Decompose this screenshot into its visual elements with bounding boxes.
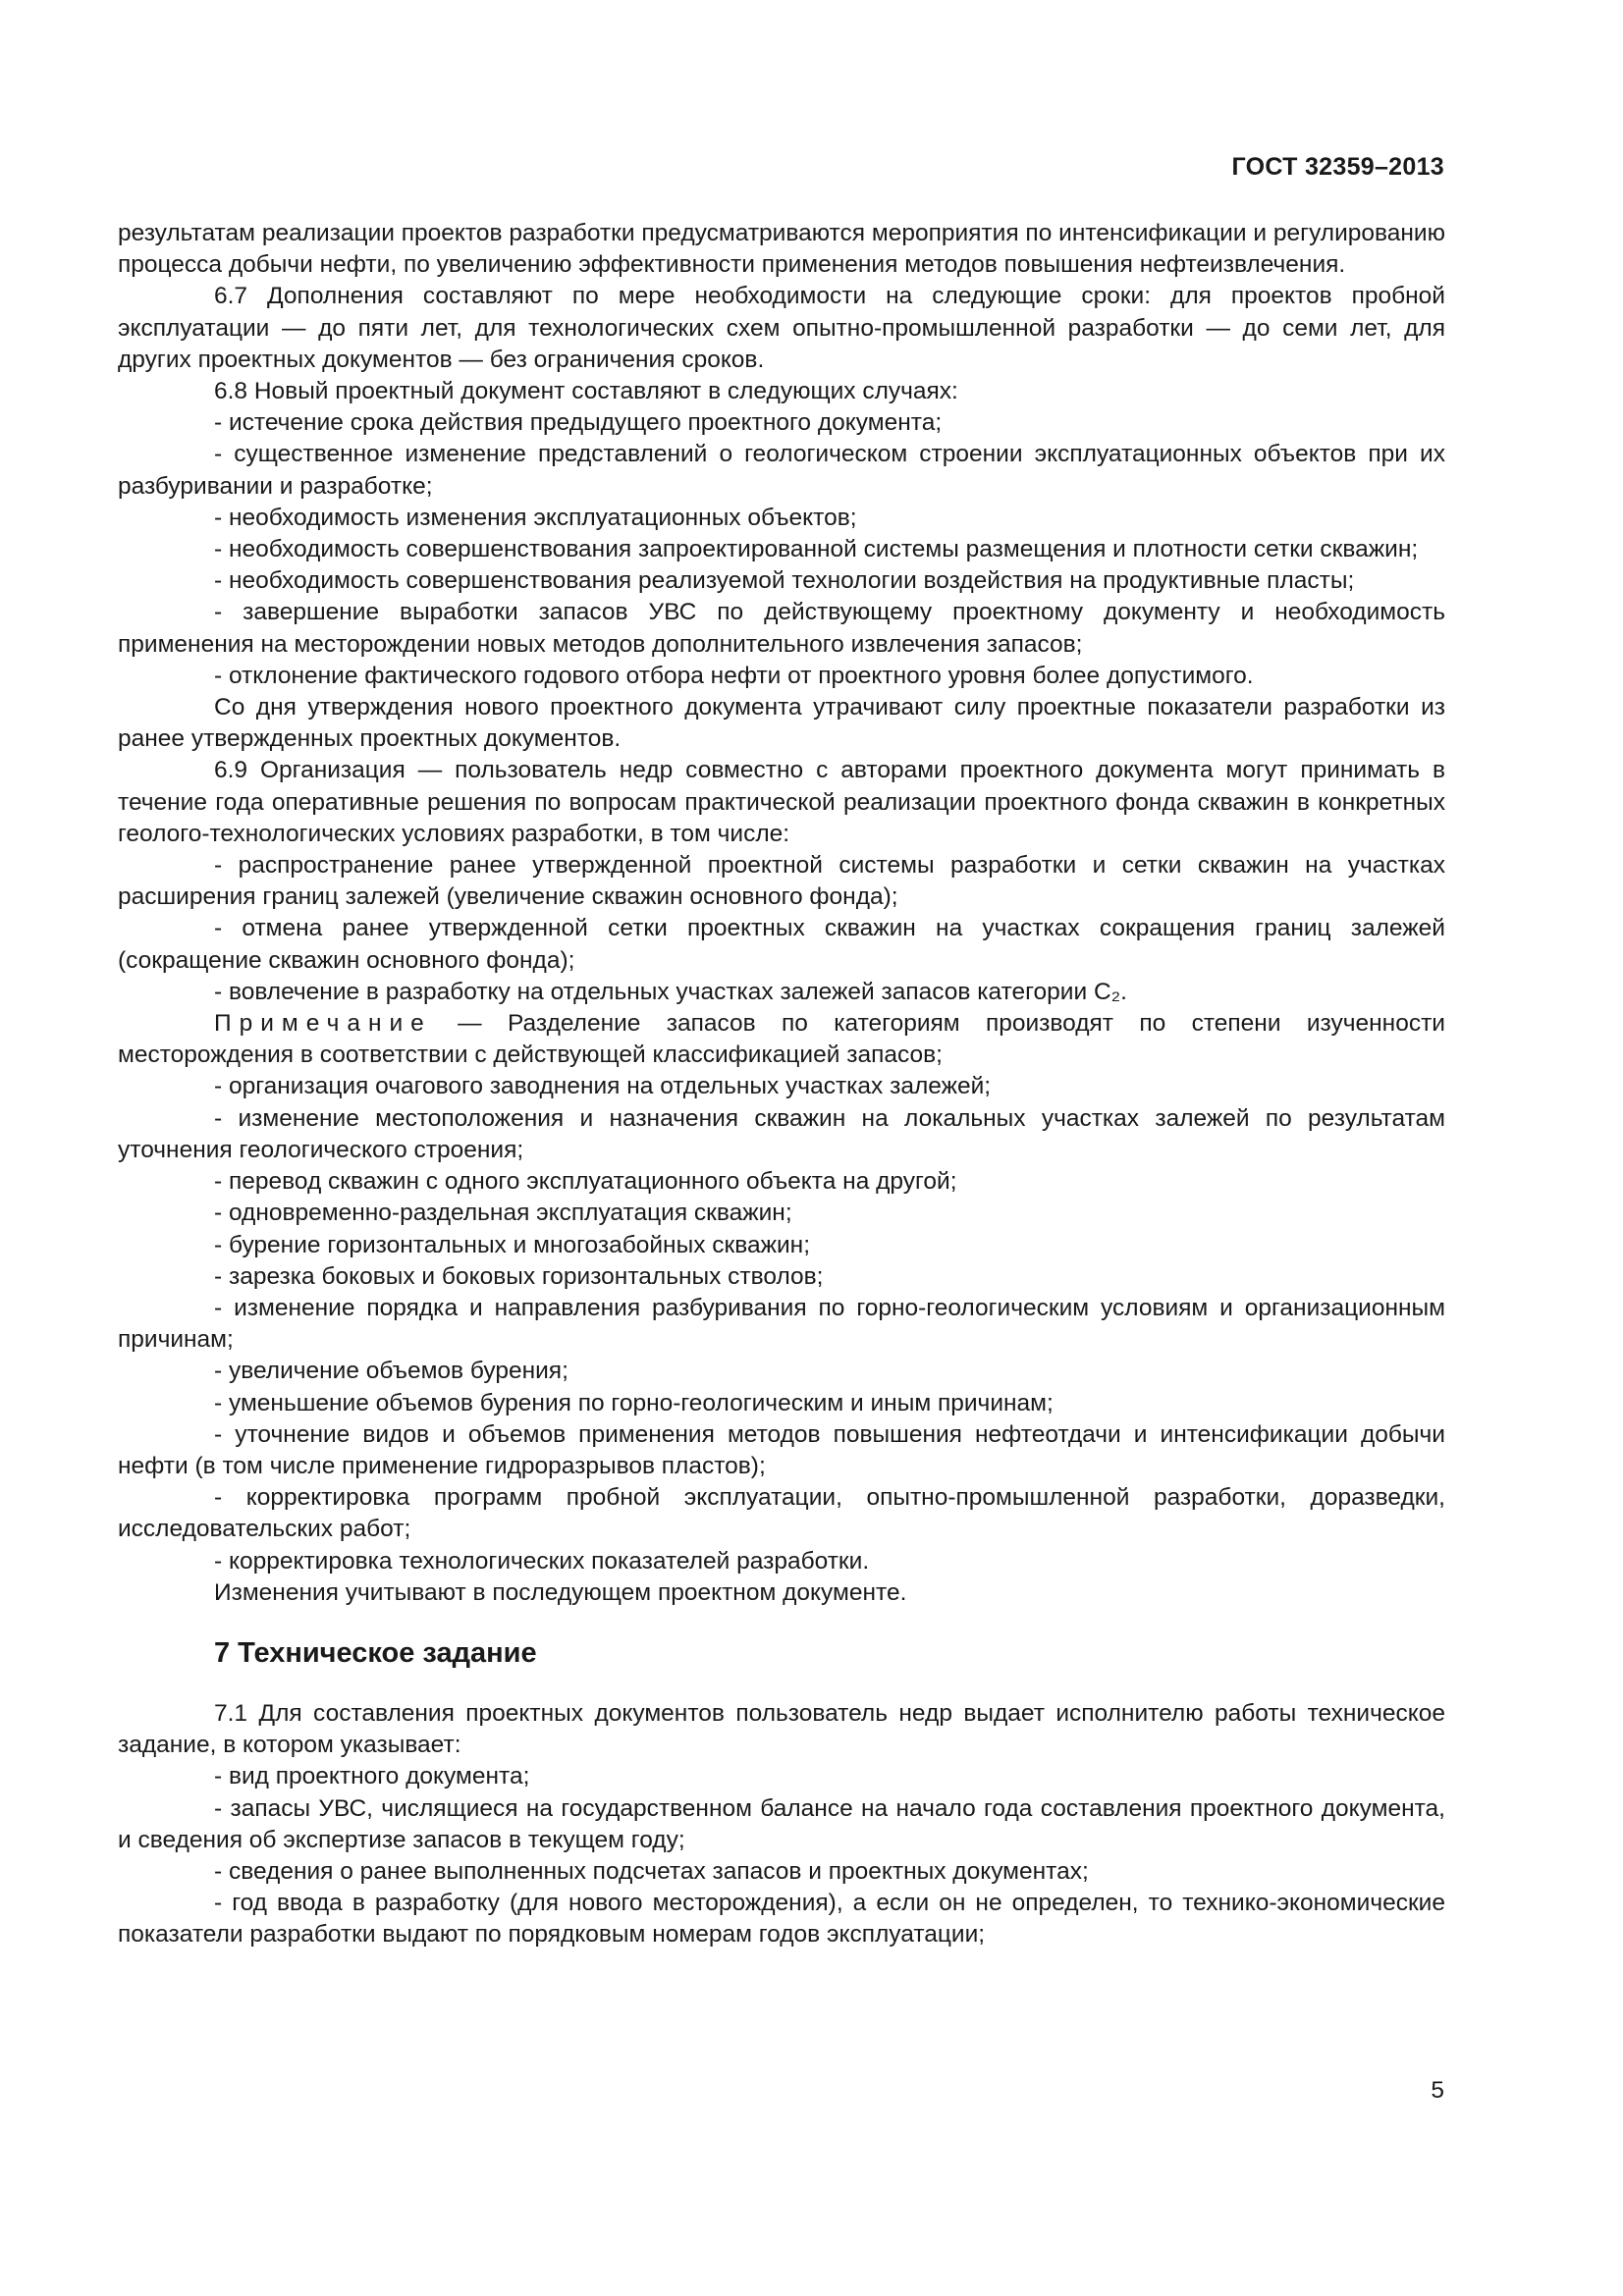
paragraph: 6.9 Организация — пользователь недр совместно с авторами проектного документа могут принимать в течение года оперативные решения по вопросам практической реализации проектного фонда скважин в конкретных геолого-технологических условиях разработки, в том числе: <box>118 757 1445 847</box>
list-item: - распространение ранее утвержденной проектной системы разработки и сетки скважин на участках расширения границ залежей (увеличение скважин основного фонда); <box>118 852 1445 911</box>
list-item: - отмена ранее утвержденной сетки проектных скважин на участках сокращения границ залежей (сокращение скважин основного фонда); <box>118 915 1445 974</box>
note-paragraph <box>118 1008 1445 1071</box>
paragraph: 6.8 Новый проектный документ составляют в следующих случаях: <box>214 378 958 405</box>
list-item: - увеличение объемов бурения; <box>214 1358 568 1385</box>
list-item: - необходимость совершенствования реализуемой технологии воздействия на продуктивные пласты; <box>214 567 1355 595</box>
document-body <box>118 218 1445 1951</box>
list-item: - корректировка программ пробной эксплуатации, опытно-промышленной разработки, доразведки, исследовательских работ; <box>118 1484 1445 1543</box>
paragraph: 6.7 Дополнения составляют по мере необходимости на следующие сроки: для проектов пробной эксплуатации — до пяти лет, для технологических схем опытно-промышленной разработки — до семи лет, для других проектных документов — без ограничения сроков. <box>118 283 1445 373</box>
standard-code-header: ГОСТ 32359–2013 <box>1231 153 1444 181</box>
list-item: - запасы УВС, числящиеся на государственном балансе на начало года составления проектного документа, и сведения об экспертизе запасов в текущем году; <box>118 1794 1445 1853</box>
list-item: - необходимость изменения эксплуатационных объектов; <box>214 504 857 531</box>
list-item: - уточнение видов и объемов применения методов повышения нефтеотдачи и интенсификации добычи нефти (в том числе применение гидроразрывов пластов); <box>118 1420 1445 1479</box>
paragraph: 7.1 Для составления проектных документов пользователь недр выдает исполнителю работы техническое задание, в котором указывает: <box>118 1699 1445 1759</box>
list-item: - год ввода в разработку (для нового месторождения), а если он не определен, то технико-экономические показатели разработки выдают по порядковым номерам годов эксплуатации; <box>118 1890 1445 1949</box>
list-item: - перевод скважин с одного эксплуатационного объекта на другой; <box>214 1168 957 1196</box>
list-item: - бурение горизонтальных и многозабойных скважин; <box>214 1231 810 1258</box>
list-item: - истечение срока действия предыдущего проектного документа; <box>214 409 943 437</box>
list-item: - одновременно-раздельная эксплуатация скважин; <box>214 1200 792 1227</box>
list-item: - изменение местоположения и назначения скважин на локальных участках залежей по результатам уточнения геологического строения; <box>118 1104 1445 1163</box>
list-item: - корректировка технологических показателей разработки. <box>214 1547 870 1575</box>
paragraph: Изменения учитывают в последующем проектном документе. <box>214 1578 907 1606</box>
paragraph: результатам реализации проектов разработки предусматриваются мероприятия по интенсификации и регулированию процесса добычи нефти, по увеличению эффективности применения методов повышения нефтеизвлечения. <box>118 220 1445 279</box>
list-item: - отклонение фактического годового отбора нефти от проектного уровня более допустимого. <box>214 662 1254 689</box>
list-item: - необходимость совершенствования запроектированной системы размещения и плотности сетки скважин; <box>214 536 1419 563</box>
list-item: - вовлечение в разработку на отдельных участках залежей запасов категории C₂. <box>214 978 1127 1005</box>
page-number: 5 <box>1431 2077 1444 2104</box>
list-item: - уменьшение объемов бурения по горно-геологическим и иным причинам; <box>214 1389 1054 1416</box>
list-item: - завершение выработки запасов УВС по действующему проектному документу и необходимость применения на месторождении новых методов дополнительного извлечения запасов; <box>118 599 1445 658</box>
list-item: - сведения о ранее выполненных подсчетах запасов и проектных документах; <box>214 1857 1089 1885</box>
note-label: Примечание <box>214 1010 432 1038</box>
paragraph: Со дня утверждения нового проектного документа утрачивают силу проектные показатели разработки из ранее утвержденных проектных документов. <box>118 694 1445 753</box>
note-text: — Разделение запасов по категориям производят по степени изученности месторождения в соответствии с действующей классификацией запасов; <box>118 1010 1445 1069</box>
list-item: - организация очагового заводнения на отдельных участках залежей; <box>214 1073 992 1100</box>
list-item: - существенное изменение представлений о геологическом строении эксплуатационных объектов при их разбуривании и разработке; <box>118 441 1445 500</box>
list-item: - зарезка боковых и боковых горизонтальных стволов; <box>214 1262 824 1290</box>
list-item: - изменение порядка и направления разбуривания по горно-геологическим условиям и организационным причинам; <box>118 1294 1445 1354</box>
list-item: - вид проектного документа; <box>214 1763 530 1790</box>
section-heading: 7 Техническое задание <box>214 1636 537 1669</box>
